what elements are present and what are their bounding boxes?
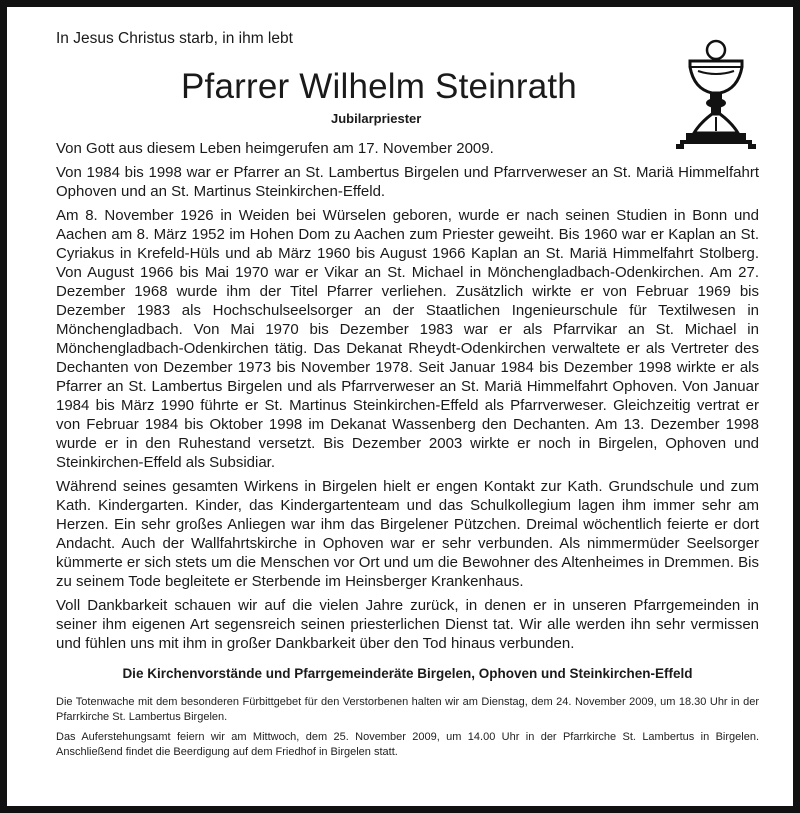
deceased-name: Pfarrer Wilhelm Steinrath xyxy=(181,67,577,106)
note-wake: Die Totenwache mit dem besonderen Fürbittgebet für den Verstorbenen halten wir am Dienstag, dem 24. November 2009, um 18.30 Uhr in der Pfarrkirche St. Lambertus Birgelen. xyxy=(56,696,759,723)
paragraph-death-date: Von Gott aus diesem Leben heimgerufen am 17. November 2009. xyxy=(56,140,494,157)
note-funeral: Das Auferstehungsamt feiern wir am Mittwoch, dem 25. November 2009, um 14.00 Uhr in der Pfarrkirche St. Lambertus in Birgelen. Anschließend findet die Beerdigung auf dem Friedhof in Birgelen statt. xyxy=(56,731,759,758)
signature-line: Die Kirchenvorstände und Pfarrgemeinderäte Birgelen, Ophoven und Steinkirchen-Effeld xyxy=(122,666,693,681)
paragraph-biography: Am 8. November 1926 in Weiden bei Würselen geboren, wurde er nach seinen Studien in Bonn und Aachen am 8. März 1952 im Hohen Dom zu Aachen zum Priester geweiht. Bis 1960 war er Kaplan an St. Cyriakus in Krefeld-Hüls und ab März 1960 bis August 1966 Kaplan an St. Mariä Himmelfahrt Stolberg. Von August 1966 bis Mai 1970 war er Vikar an St. Michael in Mönchengladbach-Odenkirchen. Am 27. Dezember 1968 wurde ihm der Titel Pfarrer verliehen. Zusätzlich wirkte er von Februar 1969 bis Dezember 1983 als Hochschulseelsorger an der Staatlichen Ingenieurschule für Textilwesen in Mönchengladbach. Von Mai 1970 bis Dezember 1983 war er als Pfarrvikar an St. Michael in Mönchengladbach-Odenkirchen tätig. Das Dekanat Rheydt-Odenkirchen verwaltete er als Vertreter des Dechanten von Dezember 1973 bis November 1978. Seit Januar 1984 bis Dezember 1998 wirkte er als Pfarrer an St. Lambertus Birgelen und als Pfarrverweser an St. Mariä Himmelfahrt Ophoven. Von Januar 1984 bis März 1990 führte er St. Martinus Steinkirchen-Effeld als Pfarrverweser. Gleichzeitig vertrat er von Februar 1984 bis Oktober 1998 im Dekanat Wassenberg den Dechanten. Am 13. Dezember 1998 wurde er in den Ruhestand versetzt. Bis Dezember 2003 wirkte er noch in Birgelen, Ophoven und Steinkirchen-Effeld als Subsidiar. xyxy=(56,207,759,471)
paragraph-gratitude: Voll Dankbarkeit schauen wir auf die vielen Jahre zurück, in denen er in unseren Pfarrgemeinden in seiner ihm eigenen Art segensreich seinen priesterlichen Dienst tat. Wir alle werden ihn sehr vermissen und fühlen uns mit ihm in großer Dankbarkeit über den Tod hinaus verbunden. xyxy=(56,597,759,652)
subtitle: Jubilarpriester xyxy=(331,111,422,126)
chalice-icon xyxy=(676,37,756,149)
intro-line: In Jesus Christus starb, in ihm lebt xyxy=(56,30,293,47)
paragraph-ministry: Während seines gesamten Wirkens in Birgelen hielt er engen Kontakt zur Kath. Grundschule und zum Kath. Kindergarten. Kinder, das Kindergartenteam und das Schulkollegium lagen ihm immer sehr am Herzen. Ein sehr großes Anliegen war ihm das Birgelener Pützchen. Dreimal wöchentlich feierte er dort Andacht. Auch der Wallfahrtskirche in Ophoven war er sehr verbunden. Als nimmermüder Seelsorger kümmerte er sich stets um die Menschen vor Ort und um die Bewohner des Altenheimes in Dremmen. Bis zu seinem Tode begleitete er Sterbende im Heinsberger Krankenhaus. xyxy=(56,478,759,590)
obituary-body xyxy=(56,139,759,765)
notice-content xyxy=(56,29,759,758)
paragraph-parishes: Von 1984 bis 1998 war er Pfarrer an St. Lambertus Birgelen und Pfarrverweser an St. Mariä Himmelfahrt Ophoven und an St. Martinus Steinkirchen-Effeld. xyxy=(56,164,759,200)
